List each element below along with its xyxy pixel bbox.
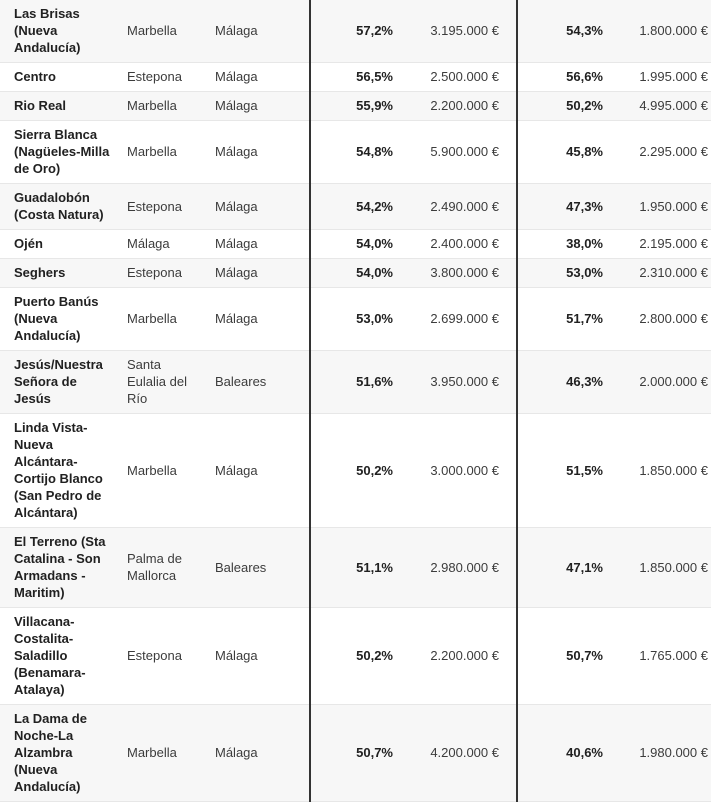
cell-zone-name: Ojén [0, 230, 127, 259]
cell-percentage-1: 50,2% [310, 414, 400, 528]
cell-percentage-1: 54,0% [310, 259, 400, 288]
cell-province: Baleares [215, 351, 310, 414]
cell-price-1: 2.490.000 € [400, 184, 517, 230]
cell-province: Málaga [215, 288, 310, 351]
cell-city: Marbella [127, 92, 215, 121]
cell-province: Málaga [215, 414, 310, 528]
cell-percentage-1: 54,0% [310, 230, 400, 259]
table-row [0, 705, 711, 802]
cell-city: Estepona [127, 184, 215, 230]
cell-province: Málaga [215, 230, 310, 259]
cell-price-1: 4.200.000 € [400, 705, 517, 802]
cell-percentage-1: 50,7% [310, 705, 400, 802]
cell-price-1: 2.200.000 € [400, 608, 517, 705]
table-row [0, 351, 711, 414]
cell-price-2: 2.295.000 € [610, 121, 711, 184]
cell-zone-name: El Terreno (Sta Catalina - Son Armadans - Maritim) [0, 528, 127, 608]
cell-percentage-2: 45,8% [517, 121, 610, 184]
cell-percentage-2: 56,6% [517, 63, 610, 92]
table-row [0, 288, 711, 351]
cell-zone-name: Puerto Banús (Nueva Andalucía) [0, 288, 127, 351]
cell-price-2: 2.000.000 € [610, 351, 711, 414]
cell-price-1: 2.400.000 € [400, 230, 517, 259]
cell-zone-name: Guadalobón (Costa Natura) [0, 184, 127, 230]
cell-price-1: 2.699.000 € [400, 288, 517, 351]
cell-province: Málaga [215, 92, 310, 121]
cell-percentage-1: 56,5% [310, 63, 400, 92]
cell-percentage-1: 55,9% [310, 92, 400, 121]
table-row [0, 0, 711, 63]
table-row [0, 414, 711, 528]
cell-percentage-1: 51,6% [310, 351, 400, 414]
cell-price-2: 2.800.000 € [610, 288, 711, 351]
cell-price-2: 4.995.000 € [610, 92, 711, 121]
cell-city: Estepona [127, 259, 215, 288]
cell-percentage-1: 57,2% [310, 0, 400, 63]
cell-zone-name: Villacana-Costalita-Saladillo (Benamara-Atalaya) [0, 608, 127, 705]
cell-percentage-2: 38,0% [517, 230, 610, 259]
cell-zone-name: Seghers [0, 259, 127, 288]
cell-percentage-2: 51,5% [517, 414, 610, 528]
cell-price-2: 1.850.000 € [610, 414, 711, 528]
cell-province: Málaga [215, 259, 310, 288]
cell-city: Marbella [127, 0, 215, 63]
cell-province: Málaga [215, 0, 310, 63]
table-row [0, 259, 711, 288]
table-row [0, 528, 711, 608]
cell-zone-name: La Dama de Noche-La Alzambra (Nueva Andalucía) [0, 705, 127, 802]
cell-price-2: 1.950.000 € [610, 184, 711, 230]
cell-percentage-2: 53,0% [517, 259, 610, 288]
cell-zone-name: Linda Vista-Nueva Alcántara-Cortijo Blanco (San Pedro de Alcántara) [0, 414, 127, 528]
cell-percentage-1: 53,0% [310, 288, 400, 351]
cell-price-1: 5.900.000 € [400, 121, 517, 184]
cell-price-2: 1.980.000 € [610, 705, 711, 802]
cell-city: Marbella [127, 414, 215, 528]
table-row [0, 184, 711, 230]
cell-zone-name: Las Brisas (Nueva Andalucía) [0, 0, 127, 63]
cell-city: Santa Eulalia del Río [127, 351, 215, 414]
cell-price-1: 2.200.000 € [400, 92, 517, 121]
cell-price-1: 3.000.000 € [400, 414, 517, 528]
cell-province: Málaga [215, 705, 310, 802]
cell-percentage-2: 50,2% [517, 92, 610, 121]
table-row [0, 92, 711, 121]
cell-price-1: 2.980.000 € [400, 528, 517, 608]
cell-percentage-1: 51,1% [310, 528, 400, 608]
cell-price-2: 2.195.000 € [610, 230, 711, 259]
cell-percentage-1: 50,2% [310, 608, 400, 705]
cell-percentage-2: 47,3% [517, 184, 610, 230]
cell-province: Baleares [215, 528, 310, 608]
table-row [0, 63, 711, 92]
cell-province: Málaga [215, 63, 310, 92]
cell-city: Málaga [127, 230, 215, 259]
cell-city: Marbella [127, 705, 215, 802]
cell-price-1: 2.500.000 € [400, 63, 517, 92]
cell-city: Marbella [127, 121, 215, 184]
cell-price-1: 3.195.000 € [400, 0, 517, 63]
cell-price-2: 1.995.000 € [610, 63, 711, 92]
cell-zone-name: Sierra Blanca (Nagüeles-Milla de Oro) [0, 121, 127, 184]
cell-percentage-2: 47,1% [517, 528, 610, 608]
cell-city: Estepona [127, 63, 215, 92]
cell-price-2: 2.310.000 € [610, 259, 711, 288]
cell-zone-name: Rio Real [0, 92, 127, 121]
cell-percentage-1: 54,2% [310, 184, 400, 230]
cell-city: Estepona [127, 608, 215, 705]
cell-percentage-2: 40,6% [517, 705, 610, 802]
cell-price-1: 3.950.000 € [400, 351, 517, 414]
table-row [0, 608, 711, 705]
cell-price-2: 1.850.000 € [610, 528, 711, 608]
cell-price-2: 1.800.000 € [610, 0, 711, 63]
table-row [0, 121, 711, 184]
cell-price-1: 3.800.000 € [400, 259, 517, 288]
cell-price-2: 1.765.000 € [610, 608, 711, 705]
cell-percentage-2: 54,3% [517, 0, 610, 63]
cell-province: Málaga [215, 121, 310, 184]
cell-percentage-2: 46,3% [517, 351, 610, 414]
cell-zone-name: Jesús/Nuestra Señora de Jesús [0, 351, 127, 414]
cell-percentage-2: 51,7% [517, 288, 610, 351]
table-row [0, 230, 711, 259]
cell-province: Málaga [215, 608, 310, 705]
cell-city: Marbella [127, 288, 215, 351]
cell-city: Palma de Mallorca [127, 528, 215, 608]
cell-percentage-1: 54,8% [310, 121, 400, 184]
cell-province: Málaga [215, 184, 310, 230]
cell-zone-name: Centro [0, 63, 127, 92]
cell-percentage-2: 50,7% [517, 608, 610, 705]
